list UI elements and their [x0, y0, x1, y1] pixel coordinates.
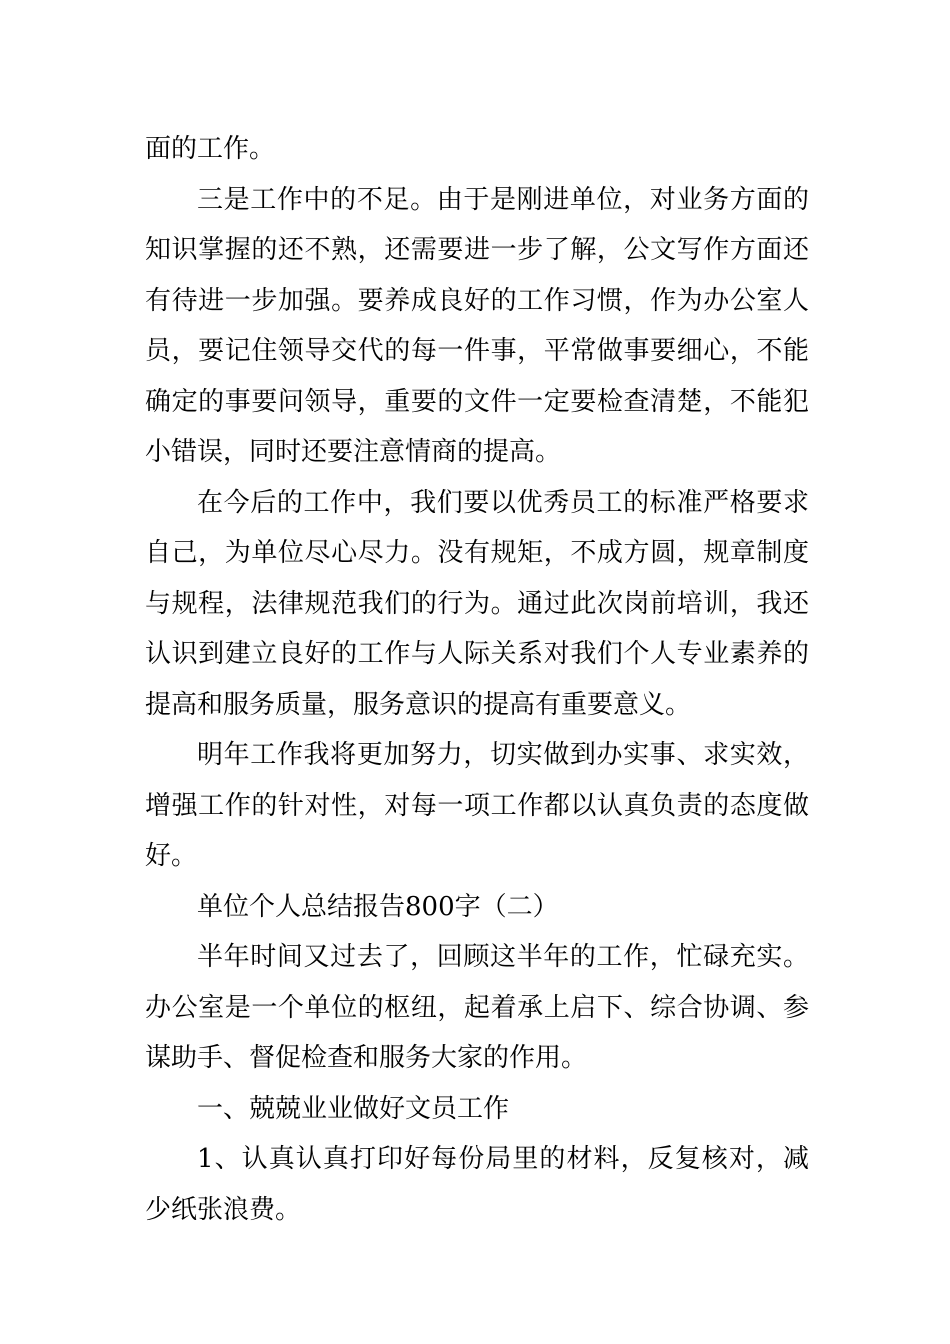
paragraph-next-year: 明年工作我将更加努力，切实做到办实事、求实效，增强工作的针对性，对每一项工作都以认真负责的态度做好。 [145, 740, 809, 871]
subsection-heading-clerk-work: 一、兢兢业业做好文员工作 [197, 1093, 510, 1124]
paragraph-future-work: 在今后的工作中，我们要以优秀员工的标准严格要求自己，为单位尽心尽力。没有规矩，不成方圆，规章制度与规程，法律规范我们的行为。通过此次岗前培训，我还认识到建立良好的工作与人际关系对我们个人专业素养的提高和服务质量，服务意识的提高有重要意义。 [145, 487, 809, 720]
paragraph-continuation: 面的工作。 [145, 134, 276, 164]
document-page [145, 124, 809, 1235]
section-title-report-two: 单位个人总结报告800字（二） [197, 891, 559, 922]
paragraph-half-year-review: 半年时间又过去了，回顾这半年的工作，忙碌充实。办公室是一个单位的枢纽，起着承上启下、综合协调、参谋助手、督促检查和服务大家的作用。 [145, 942, 809, 1073]
paragraph-item-1: 1、认真认真打印好每份局里的材料，反复核对，减少纸张浪费。 [145, 1144, 809, 1225]
paragraph-shortcomings: 三是工作中的不足。由于是刚进单位，对业务方面的知识掌握的还不熟，还需要进一步了解，公文写作方面还有待进一步加强。要养成良好的工作习惯，作为办公室人员，要记住领导交代的每一件事，平常做事要细心，不能确定的事要问领导，重要的文件一定要检查清楚，不能犯小错误，同时还要注意情商的提高。 [145, 184, 809, 467]
